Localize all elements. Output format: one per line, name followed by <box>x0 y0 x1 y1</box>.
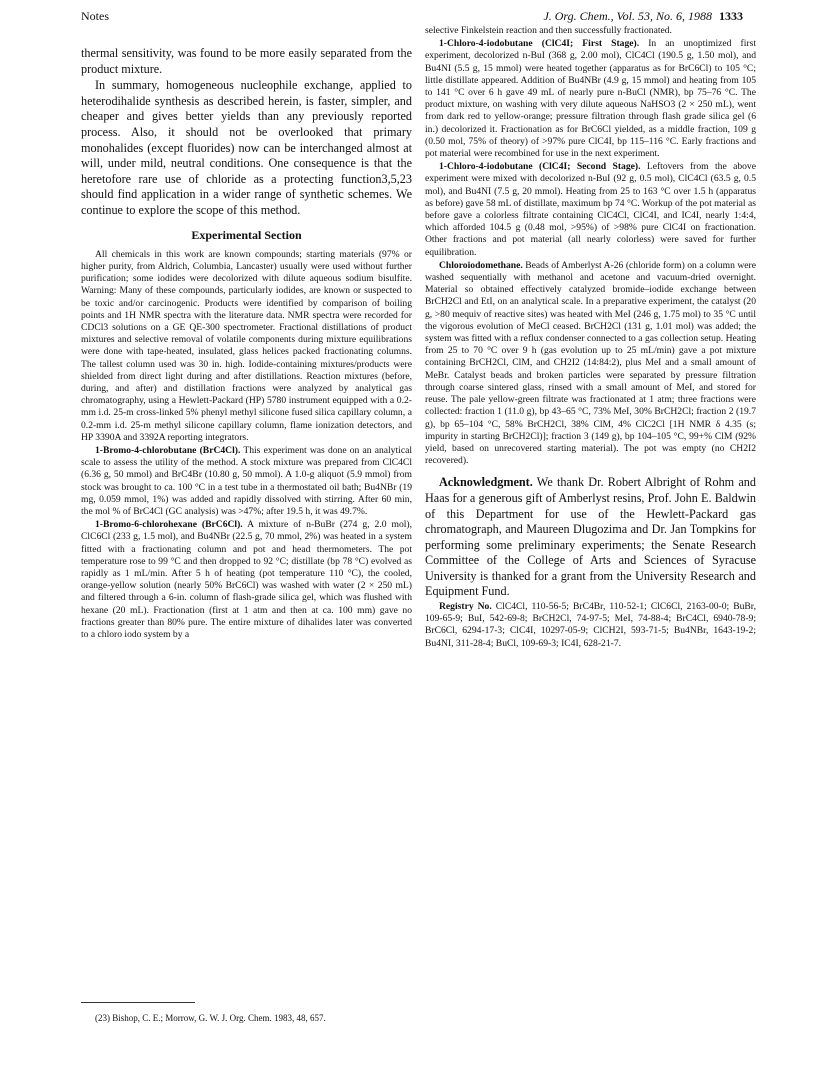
acknowledgment <box>425 475 756 600</box>
run-in-heading: 1-Chloro-4-iodobutane (ClC4I; Second Stage). <box>439 161 641 173</box>
run-in-heading: Registry No. <box>439 601 492 613</box>
journal-citation: J. Org. Chem., Vol. 53, No. 6, 1988 <box>543 9 712 23</box>
run-in-heading: Acknowledgment. <box>439 475 533 490</box>
paragraph <box>425 161 756 259</box>
left-column <box>81 46 412 642</box>
running-header-left: Notes <box>81 9 109 23</box>
paragraph: All chemicals in this work are known compounds; starting materials (97% or higher purity, from Aldrich, Columbia, Lancaster) usually were used without further purification; some iodides were decolorized with dilute aqueous sodium bisulfite. Warning: Many of these compounds, particularly iodides, are known or suspected to be toxic and/or carcinogenic. Products were identified by comparison of boiling points and 1H NMR spectra with the literature data. NMR spectra were recorded for CDCl3 solutions on a GE QE-300 spectrometer. Fractional distillations of product mixtures and selective removal of volatile components during mixture equilibrations were done with tape-heated, insulated, glass helices packed fractionating columns. The tallest column used was 30 in. high. Iodide-containing mixtures/products were shielded from direct light during and after distillations. Reaction mixtures (before, during, and after) and distillation fractions were analyzed by analytical gas chromatography, using a Hewlett-Packard (HP) 5780 instrument equipped with a 0.2-mm i.d. 25-m cross-linked 5% phenyl methyl silicone fused silica capillary column, a 0.2-mm i.d. 25-m methyl silicone capillary column, flame ionization detectors, and HP 3390A and 3392A reporting integrators. <box>81 248 412 443</box>
running-header-right <box>543 9 743 24</box>
right-column <box>425 25 756 651</box>
paragraph-text: ClC4Cl, 110-56-5; BrC4Br, 110-52-1; ClC6Cl, 2163-00-0; BuBr, 109-65-9; BuI, 542-69-8; BrCH2Cl, 74-97-5; MeI, 74-88-4; BrC4Cl, 6940-78-9; BrC6Cl, 6294-17-3; ClC4I, 10297-05-9; ClCH2I, 593-71-5; Bu4NBr, 1643-19-2; Bu4NI, 311-28-4; BuCl, 109-69-3; IC4I, 628-21-7. <box>425 601 757 649</box>
page-number: 1333 <box>719 9 743 23</box>
paragraph-text: In an unoptimized first experiment, decolorized n-BuI (368 g, 2.00 mol), ClC4Cl (190.5 g, 1.50 mol), and Bu4NI (5.5 g, 15 mmol) were heated together (apparatus as for BrC6Cl) to 105 °C; little distillate appeared. Addition of Bu4NBr (4.9 g, 15 mmol) and heating from 105 to 141 °C over 6 h gave 49 mL of nearly pure n-BuCl (NMR), bp 75–76 °C. The product mixture, on washing with very dilute aqueous NaHSO3 (2 × 250 mL), went from dark red to yellow-orange; pressure filtration through flash grade silica gel (6 in.) decolorized it. Fractionation as for BrC6Cl yielded, as a middle fraction, 109 g (0.50 mol, 75% of theory) of >97% pure ClC4I, bp 115–116 °C. Early fractions and pot material were recombined for use in the next experiment. <box>425 38 756 160</box>
paragraph-text: Beads of Amberlyst A-26 (chloride form) on a column were washed sequentially with methanol and acetone and vacuum-dried overnight. Material so obtained effectively catalyzed bromide–iodide exchange between BrCH2Cl and EtI, on an analytical scale. In a preparative experiment, the catalyst (20 g, >80 mequiv of reactive sites) was heated with MeI (246 g, 1.75 mol) to 35 °C until the vigorous evolution of MeCl ceased. BrCH2Cl (131 g, 1.01 mol) was added; the system was fitted with a reflux condenser connected to a gas collection setup. Heating from 25 to 70 °C over 9 h (gas evolution up to 25 mL/min) gave a pot mixture containing BrCH2Cl, ClM, and CH2I2 (14:84:2), plus MeI and a small amount of MeBr. Catalyst beads and broken particles were separated by pressure filtration through coarse sintered glass, rinsed with a small amount of MeI, and stored for reuse. The pale yellow-green filtrate was fractionated at 1 atm; three fractions were collected: fraction 1 (11.0 g), bp 43–65 °C, 73% MeI, 30% BrCH2Cl; fraction 2 (19.7 g), bp 65–104 °C, 58% BrCH2Cl, 38% ClM, 4% ClC2Cl [1H NMR δ 4.35 (s; impurity in starting BrCH2Cl)]; fraction 3 (149 g), bp 104–105 °C, 99+% ClM (92% yield, based on unrecovered starting material). The pot was empty (no CH2I2 recovered). <box>425 259 756 467</box>
paragraph-text: A mixture of n-BuBr (274 g, 2.0 mol), ClC6Cl (233 g, 1.5 mol), and Bu4NBr (22.5 g, 70 mmol, 2%) was heated in a system fitted with a fractionating column and pot and head thermometers. The pot temperature rose to 99 °C and then dropped to 92 °C; distillate (bp 78 °C) evolved as rapidly as 1 mL/min. After 5 h of heating (pot temperature 110 °C), the cooled, orange-yellow solution (nearly 50% BrC6Cl) was washed with water (2 × 250 mL) and filtered through a 6-in. column of flash-grade silica gel, which was flushed with hexane (20 mL). Fractionation (first at 1 atm and then at ca. 100 mm) gave no fractions greater than 80% pure. The entire mixture of dihalides later was converted to a chloro iodo system by a <box>81 519 412 641</box>
paragraph: thermal sensitivity, was found to be more easily separated from the product mixture. <box>81 46 412 76</box>
paragraph <box>425 38 756 160</box>
paragraph <box>81 519 412 641</box>
section-heading: Experimental Section <box>191 227 302 242</box>
paragraph: selective Finkelstein reaction and then successfully fractionated. <box>425 25 672 36</box>
paragraph-text: We thank Dr. Robert Albright of Rohm and Haas for a generous gift of Amberlyst resins, Prof. John E. Baldwin of this Department for use of the Hewlett-Packard gas chromatograph, and Maureen Dlugozima and Dr. Jan Tompkins for performing some preliminary experiments; the Senate Research Committee of the College of Arts and Sciences of Syracuse University is thanked for a grant from the University Research and Equipment Fund. <box>425 475 756 599</box>
run-in-heading: 1-Chloro-4-iodobutane (ClC4I; First Stage). <box>439 38 640 50</box>
run-in-heading: Chloroiodomethane. <box>439 259 523 271</box>
paragraph-text: Leftovers from the above experiment were mixed with decolorized n-BuI (92 g, 0.5 mol), ClC4Cl (63.5 g, 0.5 mol), and Bu4NI (7.5 g, 20 mmol). Heating from 25 to 163 °C over 1.5 h (apparatus as before) gave 58 mL of distillate, maximum bp 74 °C. Workup of the pot material as before gave a colorless filtrate containing ClC4Cl, ClC4I, and IC4I, nearly 1:4:4, which afforded 104.5 g (0.48 mol, >95%) of >98% pure ClC4I on fractionation. Other fractions and pot material (all nearly colorless) were saved for further equilibration. <box>425 161 756 258</box>
registry-numbers <box>425 601 756 650</box>
paragraph-text: This experiment was done on an analytical scale to assess the utility of the method. A stock mixture was prepared from ClC4Cl (6.36 g, 50 mmol) and BrC4Br (10.80 g, 50 mmol). A 1.0-g aliquot (5.9 mmol) from stock was brought to ca. 100 °C in a test tube in a thermostated oil bath; Bu4NBr (19 mg, 0.059 mmol, 1%) was added and rapidly dissolved with stirring. After 60 min, the mol % of BrC4Cl (GC analysis) was >47%; after 19.5 h, it was 49.7%. <box>81 444 412 517</box>
paragraph: In summary, homogeneous nucleophile exchange, applied to heterodihalide synthesis as described herein, is faster, simpler, and cheaper and gives better yields than any previously reported process. Also, it should not be overlooked that primary monohalides (except fluorides) now can be interchanged almost at will, under mild, neutral conditions. One consequence is that the heretofore rare use of chloride as a protecting function3,5,23 should find application in a wider range of synthetic schemes. We continue to explore the scope of this method. <box>81 78 412 217</box>
paragraph <box>425 260 756 467</box>
footnote-rule <box>81 1002 195 1003</box>
run-in-heading: 1-Bromo-6-chlorohexane (BrC6Cl). <box>95 519 243 531</box>
footnote: (23) Bishop, C. E.; Morrow, G. W. J. Org. Chem. 1983, 48, 657. <box>95 1013 326 1023</box>
run-in-heading: 1-Bromo-4-chlorobutane (BrC4Cl). <box>95 444 241 456</box>
paragraph <box>81 445 412 518</box>
